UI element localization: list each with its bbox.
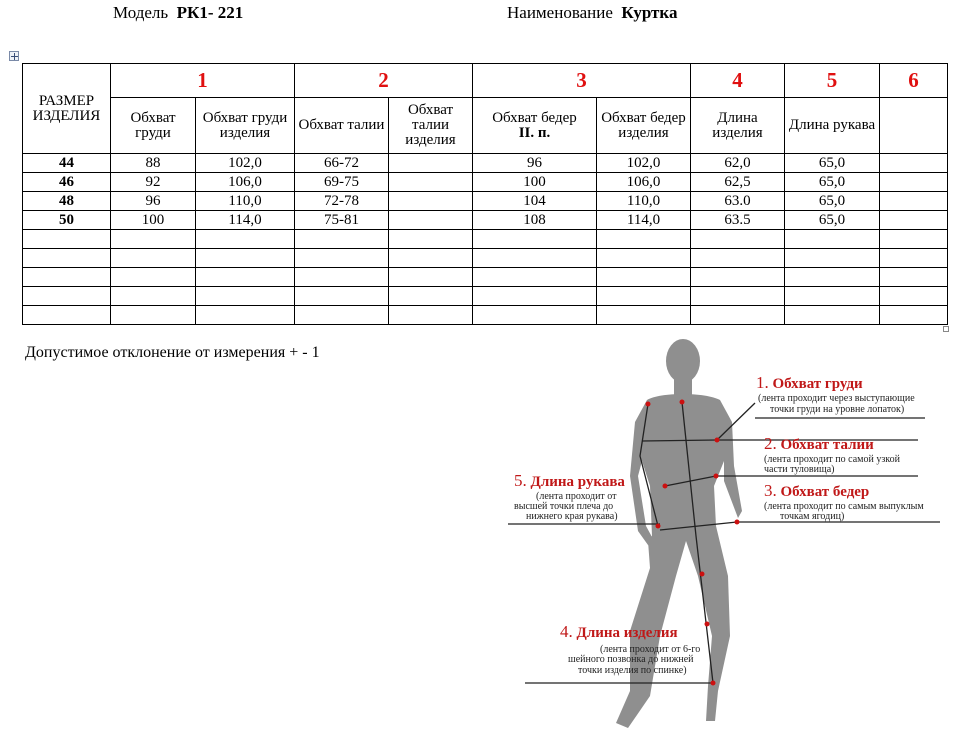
svg-text:1. Обхват груди bbox=[756, 373, 863, 392]
cell-sleeve: 65,0 bbox=[785, 211, 880, 230]
empty-cell bbox=[196, 249, 295, 268]
cell-waist: 69-75 bbox=[295, 173, 389, 192]
empty-cell bbox=[111, 230, 196, 249]
table-row bbox=[23, 154, 948, 173]
table-row bbox=[23, 211, 948, 230]
cell-waist: 72-78 bbox=[295, 192, 389, 211]
empty-table-row bbox=[23, 268, 948, 287]
label-hips-line-1: (лента проходит по самым выпуклым bbox=[764, 501, 924, 512]
label-length-line-2: шейного позвонка до нижней bbox=[568, 654, 694, 665]
col-header-hips-garment: Обхват бедер изделия bbox=[597, 98, 691, 154]
empty-cell bbox=[785, 287, 880, 306]
label-chest-num: 1. bbox=[756, 373, 769, 392]
svg-text:4. Длина изделия bbox=[560, 622, 678, 641]
label-sleeve-line-2: высшей точки плеча до bbox=[514, 501, 614, 512]
svg-text:2. Обхват талии bbox=[764, 434, 874, 453]
empty-cell bbox=[23, 268, 111, 287]
empty-cell bbox=[389, 287, 473, 306]
empty-cell bbox=[785, 249, 880, 268]
group-number-4: 4 bbox=[691, 64, 785, 98]
empty-cell bbox=[785, 306, 880, 325]
group-number-3: 3 bbox=[473, 64, 691, 98]
group-number-6: 6 bbox=[880, 64, 948, 98]
cell-length: 62,0 bbox=[691, 154, 785, 173]
label-length bbox=[560, 622, 700, 676]
cell-waist-garment bbox=[389, 211, 473, 230]
empty-cell bbox=[691, 230, 785, 249]
marker-dot-icon bbox=[714, 474, 719, 479]
group-number-2: 2 bbox=[295, 64, 473, 98]
label-length-line-3: точки изделия по спинке) bbox=[578, 665, 687, 676]
cell-size: 44 bbox=[23, 154, 111, 173]
empty-cell bbox=[389, 268, 473, 287]
label-waist-title: Обхват талии bbox=[780, 437, 874, 453]
label-sleeve-title: Длина рукава bbox=[530, 474, 625, 490]
empty-cell bbox=[473, 230, 597, 249]
cell-chest-garment: 106,0 bbox=[196, 173, 295, 192]
empty-cell bbox=[295, 230, 389, 249]
col-header-extra bbox=[880, 98, 948, 154]
label-chest-line-2: точки груди на уровне лопаток) bbox=[770, 404, 905, 415]
empty-cell bbox=[597, 268, 691, 287]
empty-cell bbox=[111, 287, 196, 306]
table-move-handle-icon[interactable] bbox=[9, 51, 19, 61]
empty-cell bbox=[880, 268, 948, 287]
cell-size: 48 bbox=[23, 192, 111, 211]
empty-cell bbox=[473, 306, 597, 325]
cell-length: 63.5 bbox=[691, 211, 785, 230]
label-sleeve-line-1: (лента проходит от bbox=[536, 491, 617, 502]
empty-cell bbox=[473, 249, 597, 268]
empty-cell bbox=[691, 268, 785, 287]
empty-cell bbox=[111, 306, 196, 325]
column-header-row bbox=[23, 98, 948, 154]
empty-cell bbox=[23, 287, 111, 306]
empty-cell bbox=[785, 268, 880, 287]
empty-cell bbox=[880, 306, 948, 325]
cell-chest: 92 bbox=[111, 173, 196, 192]
col-header-hips-label: Обхват бедер bbox=[492, 109, 577, 126]
marker-dot-icon bbox=[680, 400, 685, 405]
svg-text:5. Длина рукава bbox=[514, 471, 625, 490]
empty-table-row bbox=[23, 306, 948, 325]
empty-cell bbox=[295, 306, 389, 325]
col-header-sleeve: Длина рукава bbox=[785, 98, 880, 154]
model-value: РК1- 221 bbox=[176, 3, 244, 22]
empty-cell bbox=[389, 249, 473, 268]
marker-dot-icon bbox=[646, 402, 651, 407]
group-number-1: 1 bbox=[111, 64, 295, 98]
cell-size: 50 bbox=[23, 211, 111, 230]
label-waist-line-1: (лента проходит по самой узкой bbox=[764, 454, 900, 465]
label-chest bbox=[756, 373, 915, 415]
label-length-num: 4. bbox=[560, 622, 573, 641]
cell-length: 63.0 bbox=[691, 192, 785, 211]
empty-table-row bbox=[23, 287, 948, 306]
label-sleeve-num: 5. bbox=[514, 471, 527, 490]
empty-cell bbox=[597, 306, 691, 325]
empty-cell bbox=[880, 230, 948, 249]
cell-chest: 88 bbox=[111, 154, 196, 173]
label-sleeve-line-3: нижнего края рукава) bbox=[526, 511, 618, 522]
empty-cell bbox=[23, 249, 111, 268]
label-hips-title: Обхват бедер bbox=[780, 484, 870, 500]
col-header-chest-garment: Обхват груди изделия bbox=[196, 98, 295, 154]
cell-hips: 100 bbox=[473, 173, 597, 192]
cell-sleeve: 65,0 bbox=[785, 154, 880, 173]
table-resize-handle[interactable] bbox=[943, 326, 949, 332]
measurement-figure bbox=[500, 336, 950, 731]
empty-cell bbox=[473, 287, 597, 306]
col-header-hips-note: II. п. bbox=[518, 124, 551, 141]
empty-cell bbox=[691, 249, 785, 268]
empty-cell bbox=[389, 230, 473, 249]
cell-length: 62,5 bbox=[691, 173, 785, 192]
group-number-row bbox=[23, 64, 948, 98]
cell-chest: 100 bbox=[111, 211, 196, 230]
empty-cell bbox=[295, 268, 389, 287]
empty-cell bbox=[23, 230, 111, 249]
cell-waist-garment bbox=[389, 154, 473, 173]
cell-extra bbox=[880, 154, 948, 173]
marker-dot-icon bbox=[700, 572, 705, 577]
label-hips-num: 3. bbox=[764, 481, 777, 500]
marker-dot-icon bbox=[663, 484, 668, 489]
label-length-title: Длина изделия bbox=[576, 625, 678, 641]
marker-dot-icon bbox=[735, 520, 740, 525]
marker-dot-icon bbox=[705, 622, 710, 627]
model-label: Модель bbox=[113, 3, 169, 22]
cell-hips-garment: 102,0 bbox=[597, 154, 691, 173]
empty-cell bbox=[597, 249, 691, 268]
empty-cell bbox=[111, 268, 196, 287]
cell-hips-garment: 110,0 bbox=[597, 192, 691, 211]
cell-waist-garment bbox=[389, 173, 473, 192]
cell-chest-garment: 102,0 bbox=[196, 154, 295, 173]
marker-dot-icon bbox=[711, 681, 716, 686]
col-header-chest: Обхват груди bbox=[111, 98, 196, 154]
empty-cell bbox=[23, 306, 111, 325]
cell-waist: 75-81 bbox=[295, 211, 389, 230]
marker-dot-icon bbox=[656, 524, 661, 529]
cell-chest-garment: 110,0 bbox=[196, 192, 295, 211]
size-header-cell: РАЗМЕР ИЗДЕЛИЯ bbox=[23, 64, 111, 154]
cell-size: 46 bbox=[23, 173, 111, 192]
product-name-value: Куртка bbox=[621, 3, 678, 22]
empty-cell bbox=[880, 249, 948, 268]
cell-chest-garment: 114,0 bbox=[196, 211, 295, 230]
cell-chest: 96 bbox=[111, 192, 196, 211]
col-header-hips bbox=[473, 98, 597, 154]
label-chest-line-1: (лента проходит через выступающие bbox=[758, 393, 915, 404]
empty-cell bbox=[473, 268, 597, 287]
label-chest-title: Обхват груди bbox=[772, 376, 863, 392]
cell-waist-garment bbox=[389, 192, 473, 211]
empty-cell bbox=[691, 306, 785, 325]
product-name-label: Наименование bbox=[507, 3, 613, 22]
label-hips-line-2: точкам ягодиц) bbox=[780, 511, 845, 522]
empty-table-row bbox=[23, 230, 948, 249]
empty-cell bbox=[597, 230, 691, 249]
label-waist-line-2: части туловища) bbox=[764, 464, 835, 475]
cell-hips: 104 bbox=[473, 192, 597, 211]
label-sleeve bbox=[514, 471, 625, 522]
empty-cell bbox=[111, 249, 196, 268]
col-header-length: Длина изделия bbox=[691, 98, 785, 154]
label-hips bbox=[764, 481, 924, 522]
cell-extra bbox=[880, 192, 948, 211]
table-row bbox=[23, 192, 948, 211]
empty-cell bbox=[295, 249, 389, 268]
cell-hips: 108 bbox=[473, 211, 597, 230]
empty-cell bbox=[785, 230, 880, 249]
table-row bbox=[23, 173, 948, 192]
cell-extra bbox=[880, 211, 948, 230]
product-name-header bbox=[507, 3, 677, 23]
cell-hips-garment: 106,0 bbox=[597, 173, 691, 192]
empty-cell bbox=[196, 306, 295, 325]
col-header-waist-garment: Обхват талии изделия bbox=[389, 98, 473, 154]
empty-cell bbox=[880, 287, 948, 306]
empty-cell bbox=[196, 268, 295, 287]
col-header-waist: Обхват талии bbox=[295, 98, 389, 154]
cell-waist: 66-72 bbox=[295, 154, 389, 173]
empty-cell bbox=[691, 287, 785, 306]
cell-sleeve: 65,0 bbox=[785, 192, 880, 211]
label-waist-num: 2. bbox=[764, 434, 777, 453]
empty-cell bbox=[597, 287, 691, 306]
cell-hips-garment: 114,0 bbox=[597, 211, 691, 230]
empty-cell bbox=[196, 230, 295, 249]
empty-cell bbox=[389, 306, 473, 325]
cell-extra bbox=[880, 173, 948, 192]
group-number-5: 5 bbox=[785, 64, 880, 98]
empty-table-row bbox=[23, 249, 948, 268]
svg-text:3. Обхват бедер bbox=[764, 481, 869, 500]
empty-cell bbox=[295, 287, 389, 306]
model-header bbox=[113, 3, 243, 23]
cell-hips: 96 bbox=[473, 154, 597, 173]
size-table bbox=[22, 63, 948, 325]
label-length-line-1: (лента проходит от 6-го bbox=[600, 644, 701, 655]
cell-sleeve: 65,0 bbox=[785, 173, 880, 192]
empty-cell bbox=[196, 287, 295, 306]
marker-dot-icon bbox=[715, 438, 720, 443]
tolerance-note: Допустимое отклонение от измерения + - 1 bbox=[25, 344, 320, 361]
